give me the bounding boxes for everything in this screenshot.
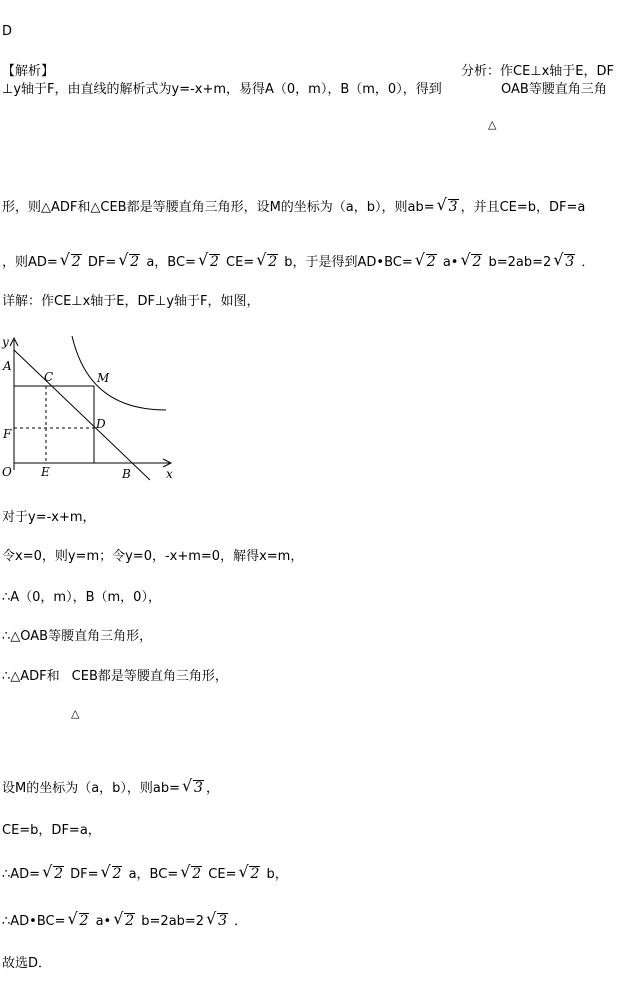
sqrt-symbol — [206, 913, 228, 930]
sqrt-symbol — [256, 254, 278, 271]
radicand: 2 — [130, 254, 140, 270]
label-m: M — [97, 371, 110, 385]
radicand: 2 — [125, 913, 135, 929]
text-segment: 设M的坐标为（a，b），则ab= — [2, 781, 181, 796]
text-segment: DF= — [87, 255, 117, 270]
radicand: 2 — [268, 254, 278, 270]
line-ab — [14, 350, 150, 480]
label-e: E — [41, 465, 50, 479]
radicand: 3 — [448, 199, 458, 215]
text-segment: a，BC= — [128, 867, 179, 882]
sqrt-symbol — [118, 254, 140, 271]
triangle-symbol: △ — [71, 707, 80, 720]
label-d: D — [96, 417, 106, 431]
detail-step-5 — [2, 669, 228, 685]
sqrt-symbol — [60, 254, 82, 271]
radicand: 2 — [112, 866, 122, 882]
sqrt-symbol — [415, 254, 437, 271]
text-segment: ． — [581, 255, 595, 270]
answer-letter: D — [2, 24, 13, 39]
detail-step-1: 对于y=-x+m， — [2, 510, 96, 525]
text-segment: a• — [442, 255, 459, 270]
label-a: A — [3, 359, 12, 373]
label-o: O — [2, 465, 12, 479]
rectangle — [14, 386, 94, 463]
label-b: B — [122, 467, 131, 481]
text-segment: ∴AD= — [2, 867, 41, 882]
sqrt-symbol — [198, 254, 220, 271]
detail-step-2: 令x=0，则y=m；令y=0，-x+m=0，解得x=m， — [2, 549, 304, 564]
sqrt-symbol — [68, 913, 90, 930]
radicand: 3 — [565, 254, 575, 270]
text-segment: DF= — [70, 867, 99, 882]
text-segment: b=2ab=2 — [488, 255, 552, 270]
detail-step-8 — [2, 866, 288, 883]
coordinate-figure — [0, 330, 190, 485]
radicand: 2 — [426, 254, 436, 270]
label-f: F — [3, 427, 12, 441]
analysis-intro: 分析：作CE⊥x轴于E，DF — [461, 64, 615, 79]
analysis-line-3-tail: ，并且CE=b，DF=a — [460, 200, 586, 215]
radicand: 2 — [71, 254, 81, 270]
radicand: 2 — [54, 866, 63, 882]
sqrt-symbol — [437, 199, 459, 216]
triangle-symbol: △ — [488, 118, 497, 131]
text-segment: CE= — [226, 255, 255, 270]
text-segment: a，BC= — [146, 255, 196, 270]
text-segment: CEB都是等腰直角三角形， — [71, 669, 228, 684]
text-segment: ． — [234, 914, 248, 929]
sqrt-symbol — [182, 780, 204, 797]
detail-step-3: ∴A（0，m），B（m，0）， — [2, 590, 161, 605]
analysis-title: 【解析】 — [2, 64, 55, 79]
analysis-line-3 — [2, 199, 585, 216]
analysis-line-3-text: 形，则△ADF和△CEB都是等腰直角三角形，设M的坐标为（a，b），则ab= — [2, 200, 435, 215]
detail-step-6 — [2, 780, 219, 797]
sqrt-symbol — [460, 254, 482, 271]
radicand: 3 — [194, 780, 203, 796]
text-segment: b=2ab=2 — [141, 914, 205, 929]
label-y: y — [2, 335, 9, 349]
label-x: x — [166, 467, 173, 481]
detail-step-9 — [2, 913, 247, 930]
hyperbola-curve — [72, 336, 166, 410]
sqrt-symbol — [553, 254, 575, 271]
text-segment: a• — [95, 914, 112, 929]
radicand: 2 — [209, 254, 219, 270]
radicand: 2 — [472, 254, 482, 270]
text-segment: b，于是得到AD•BC= — [284, 255, 413, 270]
detail-step-4: ∴△OAB等腰直角三角形， — [2, 629, 153, 644]
radicand: 3 — [218, 913, 228, 929]
sqrt-symbol — [101, 866, 123, 883]
text-segment: ∴AD•BC= — [2, 914, 66, 929]
text-segment: ，则AD= — [2, 255, 58, 270]
text-segment: CE= — [208, 867, 237, 882]
radicand: 2 — [250, 866, 260, 882]
radicand: 2 — [192, 866, 202, 882]
sqrt-symbol — [180, 866, 202, 883]
analysis-line-2-tail: OAB等腰直角三角 — [501, 82, 607, 97]
analysis-line-4 — [2, 254, 594, 271]
detail-step-7: CE=b，DF=a， — [2, 823, 101, 838]
radicand: 2 — [79, 913, 89, 929]
sqrt-symbol — [42, 866, 64, 883]
sqrt-symbol — [238, 866, 260, 883]
text-segment: ， — [205, 781, 219, 796]
sqrt-symbol — [113, 913, 135, 930]
label-c: C — [44, 370, 54, 384]
conclusion: 故选D． — [2, 956, 52, 971]
analysis-line-2: ⊥y轴于F，由直线的解析式为y=-x+m，易得A（0，m），B（m，0），得到 — [2, 82, 442, 97]
detail-intro: 详解：作CE⊥x轴于E，DF⊥y轴于F，如图， — [2, 294, 260, 309]
text-segment: b， — [266, 867, 288, 882]
text-segment: ∴△ADF和 — [2, 669, 60, 684]
